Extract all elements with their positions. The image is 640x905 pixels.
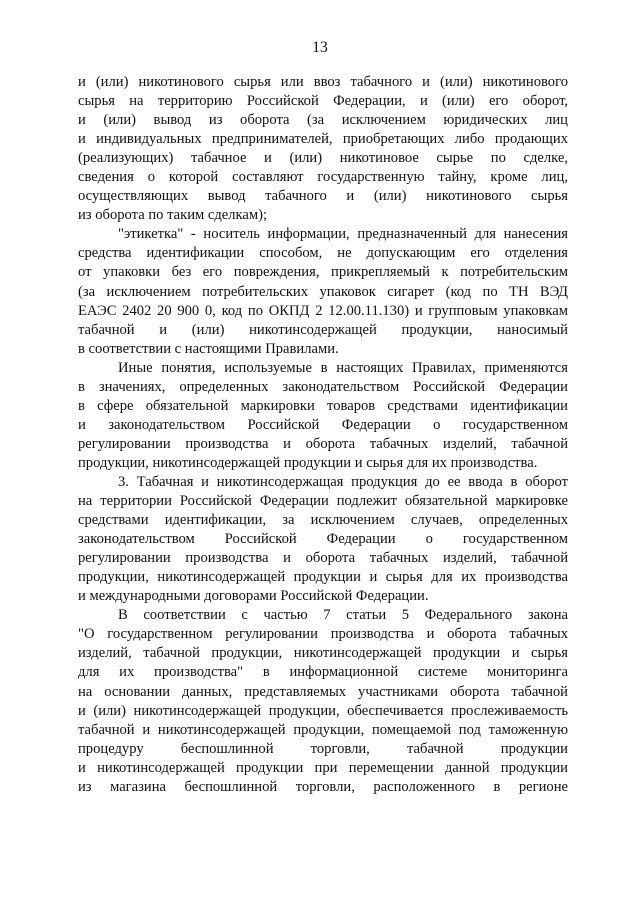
- text-line: от упаковки без его повреждения, прикрепляемый к потребительским: [78, 264, 568, 281]
- text-line: средства идентификации способом, не допускающим его отделения: [78, 245, 568, 262]
- text-line: осуществляющих вывод табачного и (или) никотинового сырья: [78, 188, 568, 205]
- text-line: процедуру беспошлинной торговли, табачной продукции: [78, 740, 568, 757]
- text-line: в сфере обязательной маркировки товаров средствами идентификации: [78, 397, 568, 414]
- text-line: законодательством Российской Федерации о государственном: [78, 531, 568, 548]
- text-line: "О государственном регулировании производства и оборота табачных: [78, 626, 568, 643]
- paragraph: [78, 473, 568, 606]
- text-line: и международными договорами Российской Федерации.: [78, 588, 429, 605]
- paragraph: [78, 606, 568, 796]
- text-line: из магазина беспошлинной торговли, расположенного в регионе: [78, 778, 568, 795]
- text-line: сырья на территорию Российской Федерации, и (или) его оборот,: [78, 93, 568, 110]
- text-line: и (или) вывод из оборота (за исключением юридических лиц: [78, 112, 568, 129]
- text-line: в значениях, определенных законодательством Российской Федерации: [78, 378, 568, 395]
- text-line: В соответствии с частью 7 статьи 5 Федерального закона: [118, 607, 568, 624]
- text-line: продукции, никотинсодержащей продукции и сырья для их производства: [78, 569, 568, 586]
- paragraph: [78, 225, 568, 358]
- text-line: и никотинсодержащей продукции при перемещении данной продукции: [78, 759, 568, 776]
- text-line: продукции, никотинсодержащей продукции и сырья для их производства.: [78, 454, 538, 471]
- text-line: сведения о которой составляют государственную тайну, кроме лиц,: [78, 169, 568, 186]
- text-line: регулировании производства и оборота табачных изделий, табачной: [78, 550, 568, 567]
- text-line: табачной и (или) никотинсодержащей продукции, наносимый: [78, 321, 568, 338]
- text-line: на территории Российской Федерации подлежит обязательной маркировке: [78, 493, 568, 510]
- text-line: и (или) никотинового сырья или ввоз табачного и (или) никотинового: [78, 74, 568, 90]
- text-line: 3. Табачная и никотинсодержащая продукция до ее ввода в оборот: [118, 473, 568, 490]
- text-line: в соответствии с настоящими Правилами.: [78, 340, 339, 357]
- text-line: и законодательством Российской Федерации о государственном: [78, 416, 568, 433]
- text-line: регулировании производства и оборота табачных изделий, табачной: [78, 435, 568, 452]
- paragraph: [78, 359, 568, 473]
- text-line: "этикетка" - носитель информации, предназначенный для нанесения: [118, 226, 568, 243]
- text-line: и индивидуальных предпринимателей, приобретающих либо продающих: [78, 131, 568, 148]
- text-line: Иные понятия, используемые в настоящих Правилах, применяются: [118, 359, 568, 376]
- text-line: средствами идентификации, за исключением случаев, определенных: [78, 512, 568, 529]
- text-line: для их производства" в информационной системе мониторинга: [78, 664, 568, 681]
- document-body: [78, 73, 568, 797]
- text-line: (за исключением потребительских упаковок сигарет (код по ТН ВЭД: [78, 283, 568, 300]
- text-line: ЕАЭС 2402 20 900 0, код по ОКПД 2 12.00.11.130) и групповым упаковкам: [78, 302, 568, 319]
- paragraph: [78, 73, 568, 225]
- text-line: (реализующих) табачное и (или) никотиновое сырье по сделке,: [78, 150, 568, 167]
- text-line: изделий, табачной продукции, никотинсодержащей продукции и сырья: [78, 645, 568, 662]
- text-line: и (или) никотинсодержащей продукции, обеспечивается прослеживаемость: [78, 702, 568, 719]
- text-line: табачной и никотинсодержащей продукции, помещаемой под таможенную: [78, 721, 568, 738]
- text-line: на основании данных, представляемых участниками оборота табачной: [78, 683, 568, 700]
- page-number: 13: [312, 39, 328, 56]
- text-line: из оборота по таким сделкам);: [78, 207, 268, 224]
